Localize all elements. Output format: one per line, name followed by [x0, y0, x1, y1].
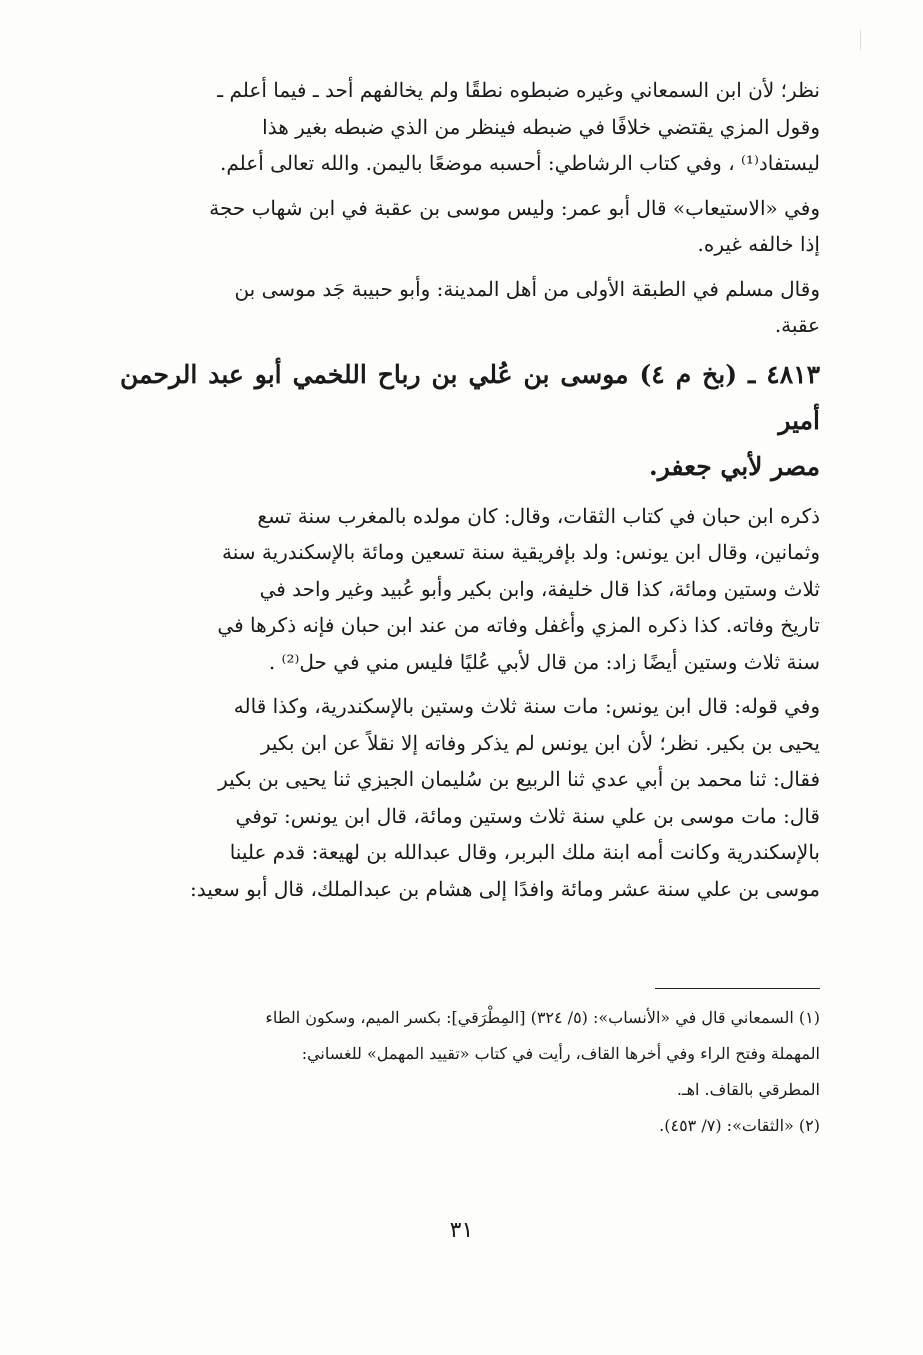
- footnote-1: [120, 1000, 820, 1108]
- text-line: ليستفاد⁽¹⁾ ، وفي كتاب الرشاطي: أحسبه موضعًا باليمن. والله تعالى أعلم.: [220, 151, 820, 175]
- footnotes: [120, 1000, 820, 1144]
- paragraph-1: [120, 72, 820, 182]
- text-line: ثلاث وستين ومائة، كذا قال خليفة، وابن بكير وأبو عُبيد وغير واحد في: [259, 576, 820, 601]
- text-line: سنة ثلاث وستين أيضًا زاد: من قال لأبي عُليًا فليس مني في حل⁽²⁾ .: [268, 649, 820, 674]
- entry-paragraph-1: [120, 498, 820, 681]
- paragraph-3: [120, 271, 820, 344]
- paragraph-2: [120, 190, 820, 263]
- heading-line: مصر لأبي جعفر.: [649, 451, 820, 481]
- text-line: وثمانين، وقال ابن يونس: ولد بإفريقية سنة تسعين ومائة بالإسكندرية سنة: [221, 540, 820, 564]
- scan-artifact: [860, 30, 861, 50]
- footnote-2: [120, 1108, 820, 1144]
- heading-line: ٤٨١٣ ـ (بخ م ٤) موسى بن عُلي بن رباح اللخمي أبو عبد الرحمن أمير: [120, 359, 821, 435]
- footnote-line: المهملة وفتح الراء وفي أخرها القاف، رأيت في كتاب «تقييد المهمل» للغساني:: [301, 1044, 820, 1063]
- text-line: يحيى بن بكير. نظر؛ لأن ابن يونس لم يذكر وفاته إلا نقلاً عن ابن بكير: [260, 730, 820, 755]
- entry-heading: [120, 352, 820, 490]
- text-line: قال: مات موسى بن علي سنة ثلاث وستين ومائة، قال ابن يونس: توفي: [235, 803, 820, 828]
- footnote-separator: [655, 988, 820, 989]
- footnote-line: المطرقي بالقاف. اهـ.: [676, 1080, 820, 1099]
- text-line: بالإسكندرية وكانت أمه ابنة ملك البربر، وقال عبدالله بن لهيعة: قدم علينا: [229, 840, 820, 864]
- text-line: نظر؛ لأن ابن السمعاني وغيره ضبطوه نطقًا ولم يخالفهم أحد ـ فيما أعلم ـ: [217, 78, 820, 102]
- page-number: ٣١: [449, 1218, 474, 1243]
- text-line: تاريخ وفاته. كذا ذكره المزي وأغفل وفاته من عند ابن حبان فإنه ذكرها في: [217, 613, 820, 637]
- text-line: موسى بن علي سنة عشر ومائة وافدًا إلى هشام بن عبدالملك، قال أبو سعيد:: [190, 876, 820, 901]
- footnote-line: (١) السمعاني قال في «الأنساب»: (٥/ ٣٢٤) [المِطْرَقي]: بكسر الميم، وسكون الطاء: [265, 1008, 820, 1027]
- entry-paragraph-2: [120, 688, 820, 907]
- main-text: [120, 72, 820, 915]
- text-line: عقبة.: [774, 313, 820, 337]
- text-line: وقول المزي يقتضي خلافًا في ضبطه فينظر من الذي ضبطه بغير هذا: [262, 114, 820, 139]
- text-line: ذكره ابن حبان في كتاب الثقات، وقال: كان مولده بالمغرب سنة تسع: [257, 503, 820, 528]
- text-line: فقال: ثنا محمد بن أبي عدي ثنا الربيع بن سُليمان الجيزي ثنا يحيى بن بكير: [218, 767, 820, 791]
- text-line: وقال مسلم في الطبقة الأولى من أهل المدينة: وأبو حبيبة جَد موسى بن: [234, 276, 820, 301]
- text-line: إذا خالفه غيره.: [697, 232, 820, 256]
- text-line: وفي قوله: قال ابن يونس: مات سنة ثلاث وستين بالإسكندرية، وكذا قاله: [233, 694, 820, 718]
- footnote-line: (٢) «الثقات»: (٧/ ٤٥٣).: [659, 1116, 820, 1135]
- text-line: وفي «الاستيعاب» قال أبو عمر: وليس موسى بن عقبة في ابن شهاب حجة: [209, 195, 820, 220]
